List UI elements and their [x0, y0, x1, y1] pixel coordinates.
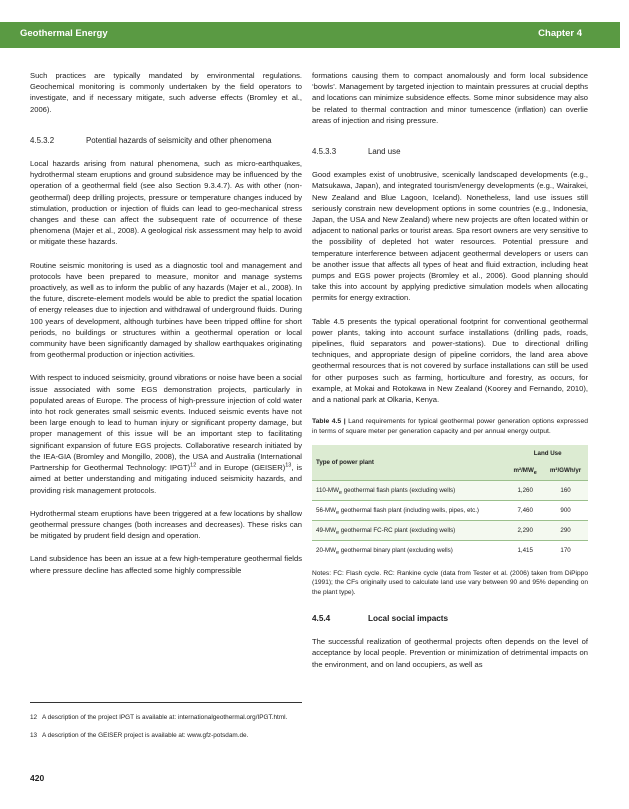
page-number: 420 [30, 773, 45, 783]
table-caption [312, 417, 588, 437]
right-column [312, 70, 588, 682]
header-subscript: e [533, 470, 537, 477]
table-notes: Notes: FC: Flash cycle. RC: Rankine cycle (data from Tester et al. (2006) taken from DiPippo (1991); the CFs originally used to calculate land use vary between 90 and 95% depending on the plant type). [312, 569, 588, 596]
section-heading-4-5-3-3 [312, 146, 588, 157]
text: and in Europe (GEISER) [196, 463, 286, 473]
section-number: 4.5.3.3 [312, 147, 337, 157]
table-cell-m2-per-mw: 7,460 [507, 500, 543, 520]
text: , is aimed at better understanding and mitigating induced seismicity hazards, and providing risk management protocols. [30, 463, 302, 495]
footnote-13 [30, 731, 302, 741]
capacity-subscript: e [338, 489, 342, 496]
capacity: 110-MW [316, 486, 339, 494]
land-use-table [312, 445, 588, 560]
paragraph: Land subsidence has been an issue at a few high-temperature geothermal fields where pressure decline has affected some highly compressible [30, 554, 302, 575]
capacity: 49-MW [316, 527, 336, 535]
table-row [312, 500, 588, 520]
table-cell-m2-per-gwh: 170 [543, 541, 588, 561]
plant-description: geothermal flash plant (including wells, pipes, etc.) [339, 506, 479, 514]
text: With respect to induced seismicity, ground vibrations or noise have been a social issue associated with some EGS demonstration projects, particularly in populated areas of Europe. The process of high-pressure injection of cold water into hot rock generates small seismic events. Induced seismic events have not been large enough to lead to human injury or significant property damage, but proper management of this issue will be an important step to facilitating significant expansion of future EGS projects. Collaborative research initiated by the IEA-GIA (Bromley and Mongillo, 2008), the USA and Australia (International Partnership for Geothermal Technology: IPGT) [30, 373, 302, 473]
table-cell-m2-per-gwh: 160 [543, 480, 588, 500]
table-header-type: Type of power plant [312, 445, 507, 480]
table-caption-text: Land requirements for typical geothermal power generation options expressed in terms of square meter per generation capacity and per annual energy output. [312, 418, 589, 436]
capacity-subscript: e [335, 530, 339, 537]
plant-description: geothermal binary plant (excluding wells) [339, 547, 453, 555]
header-chapter: Chapter 4 [538, 28, 582, 39]
table-label: Table 4.5 | [312, 418, 346, 426]
section-title: Local social impacts [368, 614, 449, 623]
footnote-text: A description of the GEISER project is available at: www.gfz-potsdam.de. [42, 731, 249, 739]
left-column [30, 70, 302, 588]
paragraph [30, 372, 302, 495]
footnote-ref-12[interactable]: 12 [190, 462, 197, 469]
footnote-ref-13[interactable]: 13 [285, 462, 292, 469]
table-cell-m2-per-mw: 2,290 [507, 521, 543, 541]
paragraph: The successful realization of geothermal projects often depends on the level of acceptance by local people. Prevention or minimization of detrimental impacts on the environment, and on land occupiers, as well as [312, 637, 588, 669]
capacity: 20-MW [316, 547, 336, 555]
paragraph: Local hazards arising from natural phenomena, such as micro-earthquakes, hydrothermal steam eruptions and ground subsidence may be influenced by the operation of a geothermal field (see also Section 9.3.4.7). As with other (non-geothermal) deep drilling projects, pressure or temperature changes induced by stimulation, production or injection of fluids can lead to geo-mechanical stress changes and these can affect the subsequent rate of occurrence of these phenomena (Majer et al., 2008). A geological risk assessment may help to avoid or mitigate these hazards. [30, 159, 302, 247]
table-header-land-use: Land Use [507, 445, 588, 462]
table-header-m2-per-mw [507, 462, 543, 480]
paragraph: Routine seismic monitoring is used as a diagnostic tool and management and protocols have been prepared to measure, monitor and manage systems proactively, as well as to inform the public of any hazards (Majer et al., 2008). In the future, discrete-element models would be able to predict the spatial location of energy releases due to injection and withdrawal of underground fluids. During 100 years of development, although turbines have been tripped offline for short periods, no buildings or structures within a geothermal operation or local community have been significantly damaged by shallow earthquakes originating from geothermal production or injection activities. [30, 260, 302, 360]
table-cell-type [312, 541, 507, 561]
table-row [312, 521, 588, 541]
table-cell-m2-per-gwh: 290 [543, 521, 588, 541]
paragraph: formations causing them to compact anomalously and form local subsidence ‘bowls’. Management by targeted injection to maintain pressures at crucial depths and locations can minimize subsidence effects. Some minor subsidence may also be related to thermal contraction and minor tumescence (inflation) can overlie areas of injection and rising pressure. [312, 71, 588, 125]
running-header [0, 22, 620, 48]
capacity-subscript: e [335, 550, 339, 557]
table-cell-m2-per-gwh: 900 [543, 500, 588, 520]
footnote-text: A description of the project IPGT is available at: internationalgeothermal.org/IPGT.html. [42, 714, 288, 721]
footnotes [30, 702, 302, 748]
table-cell-type [312, 521, 507, 541]
section-heading-4-5-4 [312, 613, 588, 624]
plant-description: geothermal flash plants (excluding wells) [341, 486, 456, 494]
section-title: Potential hazards of seismicity and other phenomena [86, 135, 272, 145]
footnote-number: 13 [30, 731, 38, 739]
section-title: Land use [368, 147, 401, 157]
table-cell-m2-per-mw: 1,260 [507, 480, 543, 500]
table-row [312, 480, 588, 500]
table-header-m2-per-gwh: m²/GWh/yr [543, 462, 588, 480]
table-cell-type [312, 500, 507, 520]
footnote-12 [30, 713, 302, 723]
paragraph: Hydrothermal steam eruptions have been triggered at a few locations by shallow geothermal pressure changes (both increases and decreases). These risks can be mitigated by prudent field design and operation. [30, 508, 302, 541]
footnote-number: 12 [30, 714, 38, 721]
capacity-subscript: e [335, 510, 339, 517]
header-title: Geothermal Energy [20, 28, 108, 39]
section-number: 4.5.4 [312, 614, 331, 623]
table-cell-type [312, 480, 507, 500]
paragraph: Good examples exist of unobtrusive, scenically landscaped developments (e.g., Matsukawa, Japan), and integrated tourism/energy developments (e.g., Wairakei, New Zealand and Blue Lagoon, Iceland). Nonetheless, land use issues still seriously constrain new development options in some countries (e.g., Indonesia, Japan, the USA and New Zealand) where new projects are often located within or adjacent to national parks or tourist areas. Spa resort owners are very sensitive to the possibility of depleted hot water resources. Potential pressure and temperature interference between adjacent geothermal developers or users can be another issue that affects all types of heat and fluid extraction, including heat pumps and EGS power projects (Bromley et al., 2006). Good planning should take this into account by applying predictive simulation models when allocating permits for energy extraction. [312, 170, 588, 303]
header-text: m²/MW [513, 467, 534, 475]
paragraph: Such practices are typically mandated by environmental regulations. Geochemical monitoring is commonly undertaken by the field operators to investigate, and if necessary mitigate, such adverse effects (Bromley et al., 2006). [30, 71, 302, 114]
section-number: 4.5.3.2 [30, 135, 55, 145]
table-row [312, 541, 588, 561]
capacity: 56-MW [316, 506, 336, 514]
section-heading-4-5-3-2 [30, 135, 302, 146]
table-cell-m2-per-mw: 1,415 [507, 541, 543, 561]
paragraph: Table 4.5 presents the typical operational footprint for conventional geothermal power plants, taking into account surface installations (drilling pads, roads, pipelines, fluid separators and power-stations). Due to directional drilling techniques, and appropriate design of pipeline corridors, the land area above geothermal resources that is not covered by surface installations can still be used for other purposes such as farming, horticulture and forestry, as occurs, for example, at Mokai and Rotokawa in New Zealand (Koorey and Fernando, 2010), and a national park at Olkaria, Kenya. [312, 316, 588, 405]
plant-description: geothermal FC-RC plant (excluding wells) [339, 527, 456, 535]
